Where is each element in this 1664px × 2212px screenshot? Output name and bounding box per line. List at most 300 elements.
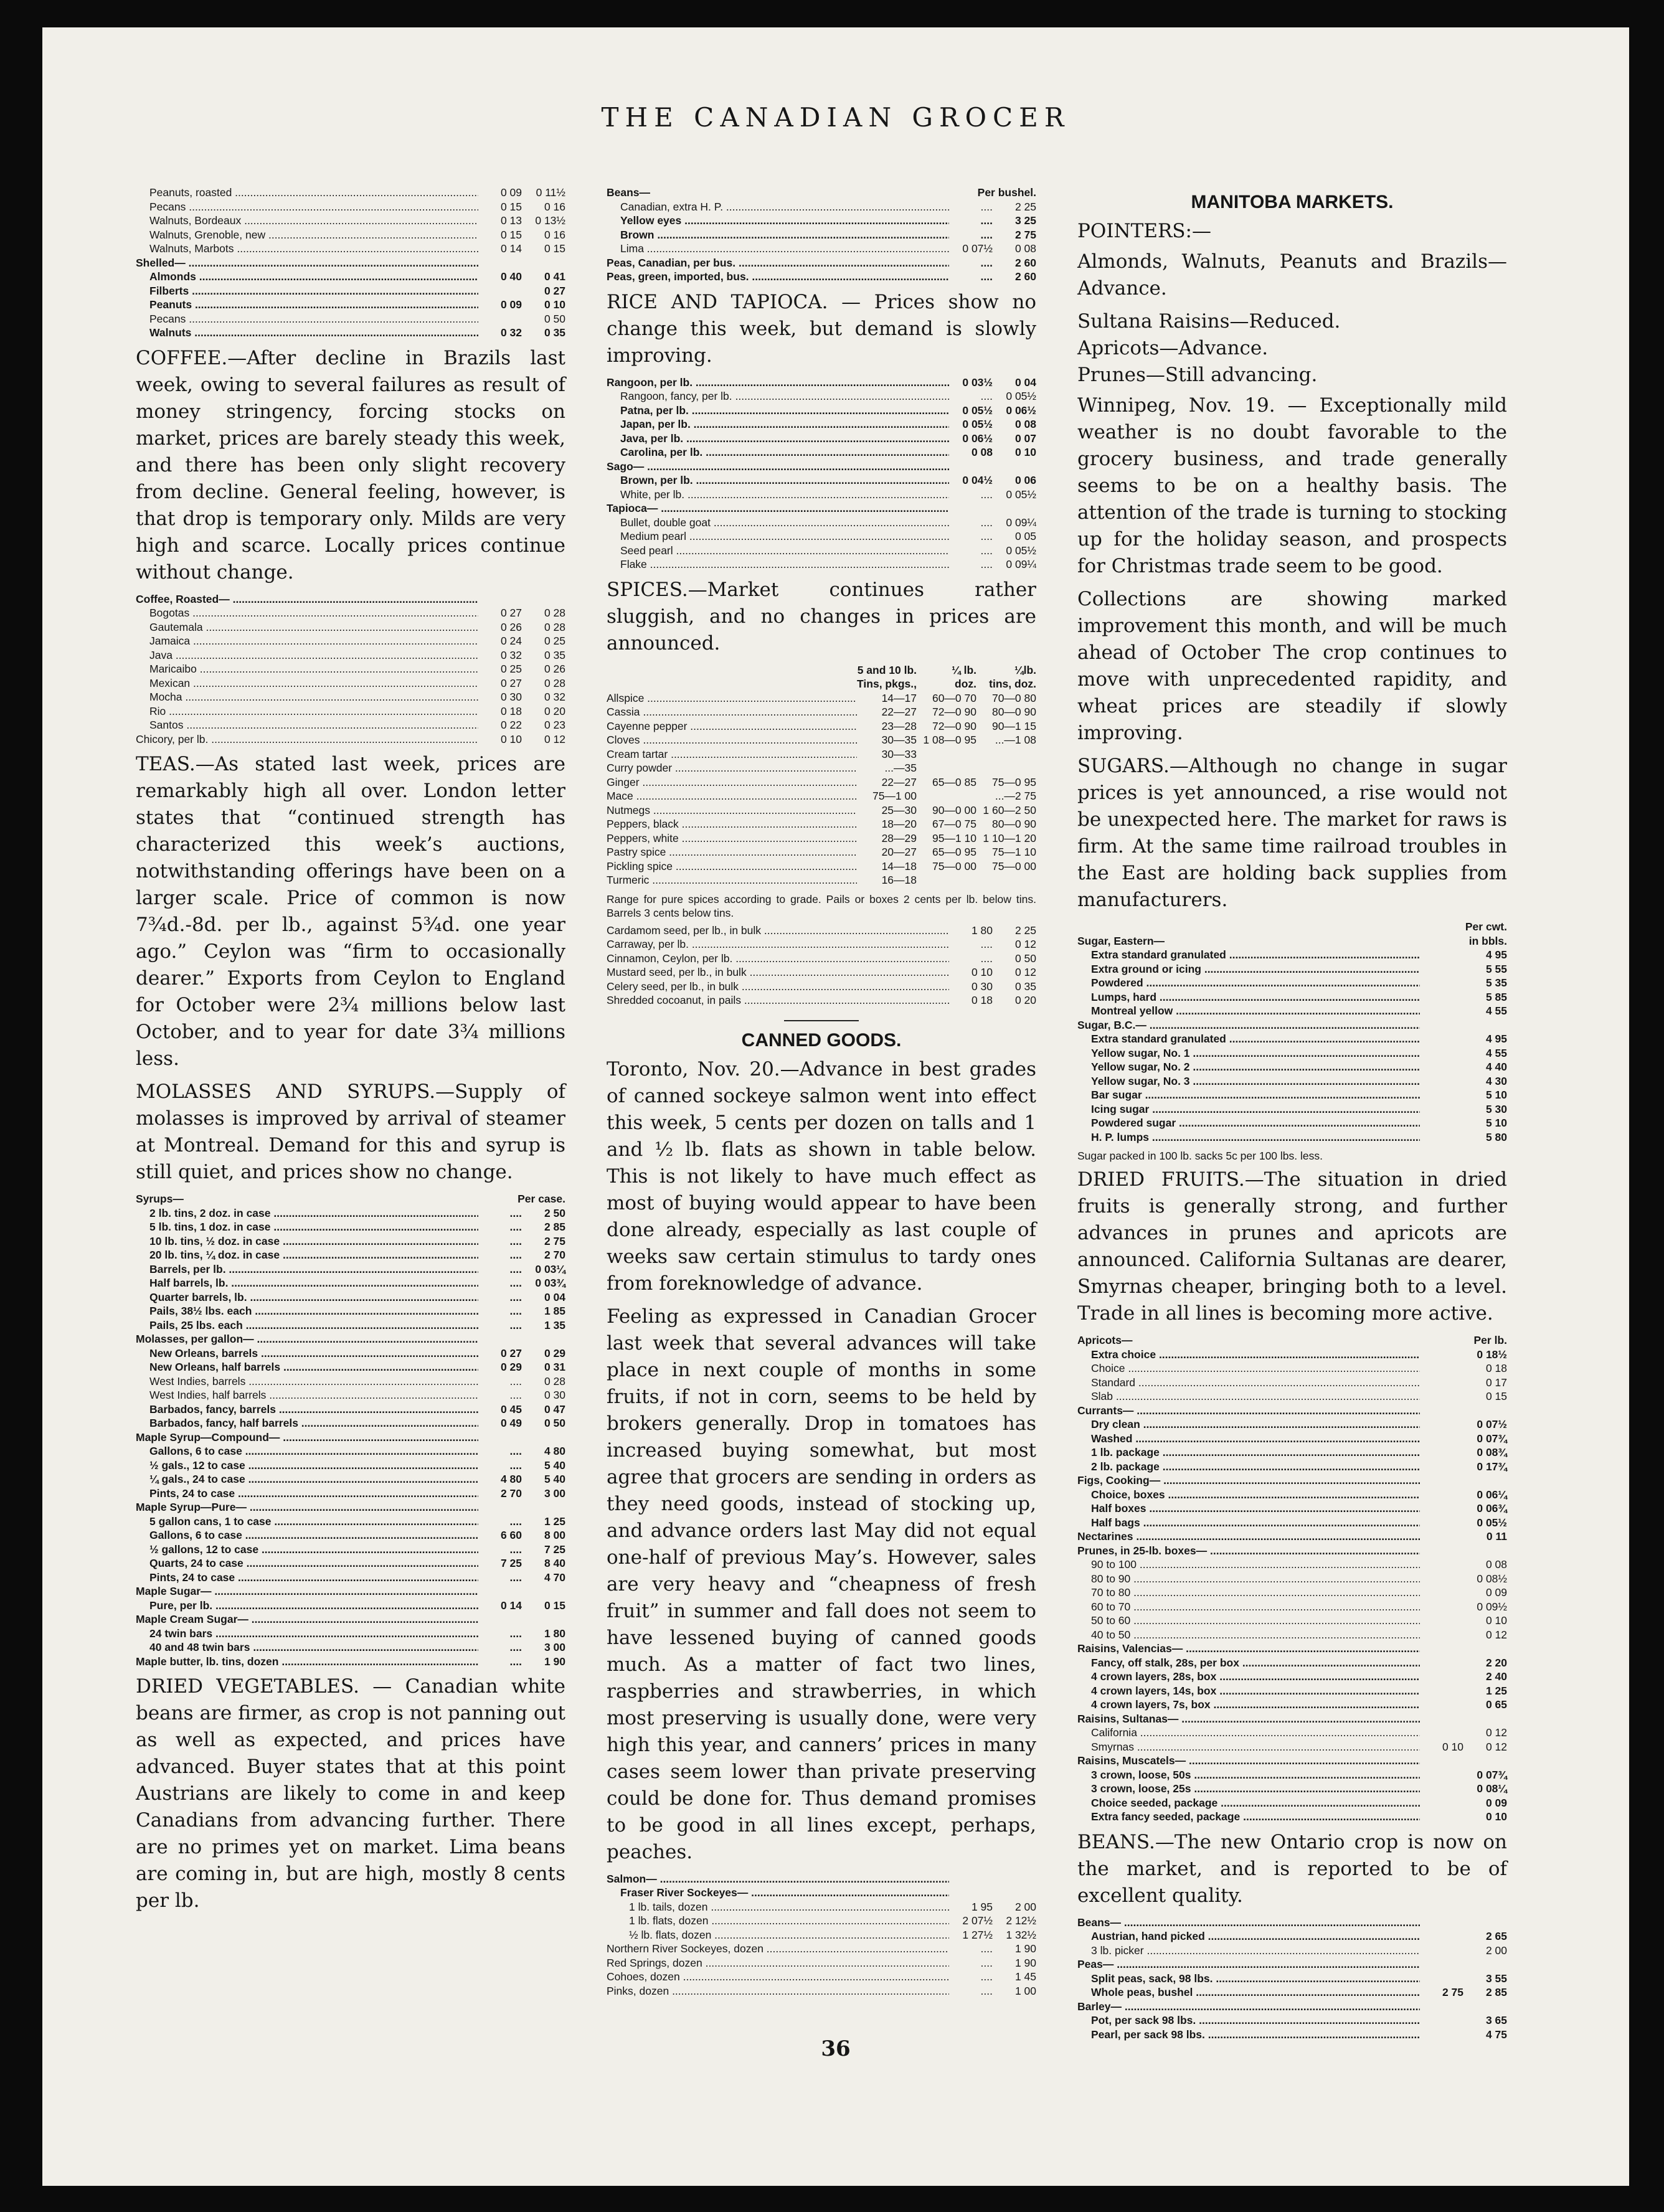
section-heading: CANNED GOODS. [741,1029,902,1051]
item-label: Celery seed, per lb., in bulk ..... [607,980,949,994]
spice-row [607,705,1036,719]
price-row [1077,1796,1507,1810]
price-low: 0 18 [500,704,522,717]
price-row [136,1627,565,1641]
price-row [1077,1102,1507,1117]
price-row [1077,1432,1507,1446]
price-low: .... [509,1277,522,1289]
price-high: 0 06½ [1006,404,1036,417]
price-high: 0 10 [1014,446,1036,458]
page-number: 36 [821,2036,851,2061]
item-label: Dry clean ..... [1077,1417,1420,1432]
price-high: 0 12 [1485,1740,1507,1753]
item-label: H. P. lumps ..... [1077,1130,1420,1145]
section-divider [784,1020,859,1021]
price-row [136,1500,565,1515]
item-label: Pot, per sack 98 lbs. ..... [1077,2013,1420,2028]
price-high: 0 35 [544,326,565,339]
price-row [607,937,1036,952]
price-row [136,1192,565,1206]
item-label: Walnuts, Bordeaux ..... [136,214,478,228]
price-high: 0 30 [544,1389,565,1401]
item-label: Coffee, Roasted— ..... [136,592,478,607]
price-high: 1 90 [544,1655,565,1668]
price-high: 0 07¾ [1477,1768,1507,1781]
price-row [136,1360,565,1374]
price-high: 0 15 [544,242,565,255]
price-low: 0 08 [971,446,993,458]
price-row [1077,1032,1507,1046]
price-row [1077,1782,1507,1796]
price-row [607,501,1036,516]
spice-tin-price: 75—0 00 [991,859,1036,872]
item-label: 20 lb. tins, ¼ doz. in case ..... [136,1248,478,1262]
price-high: 2 00 [1014,1900,1036,1913]
spice-pkg-price: 95—1 10 [932,831,976,844]
price-row [607,544,1036,558]
item-label: Japan, per lb. ..... [607,417,949,432]
price-high: 0 31 [544,1361,565,1373]
price-low: .... [509,1206,522,1219]
item-label: Quarter barrels, lb. ..... [136,1290,478,1305]
item-label: Peas— ..... [1077,1957,1420,1972]
item-label: Canadian, extra H. P. ..... [607,200,949,214]
price-row [1077,1754,1507,1768]
price-row [1077,1972,1507,1986]
price-row [1077,1916,1507,1930]
price-high: 0 06 [1014,474,1036,486]
price-high: 2 75 [1014,228,1036,241]
price-row [1077,1929,1507,1944]
price-row [136,620,565,635]
item-label: Half bags ..... [1077,1516,1420,1530]
price-table [136,1192,565,1668]
spice-row [607,691,1036,706]
item-label: Raisins, Valencias— ..... [1077,1642,1420,1656]
price-row [1077,1985,1507,2000]
price-low: .... [980,390,993,402]
item-label: Yellow sugar, No. 1 ..... [1077,1046,1420,1061]
column-2 [607,183,1036,2003]
spice-table [607,663,1036,887]
price-high: 1 45 [1014,1970,1036,1983]
item-label: Syrups— [136,1193,184,1205]
item-label: 4 crown layers, 7s, box ..... [1077,1698,1420,1712]
price-low: .... [509,1290,522,1303]
price-high: 0 41 [544,270,565,283]
price-high: 0 09½ [1477,1600,1507,1613]
price-row [1077,1060,1507,1074]
spice-row [607,733,1036,747]
section-title: DRIED FRUITS. [1077,1168,1245,1191]
item-label: Barley— ..... [1077,2000,1420,2014]
item-label: Peanuts, roasted ..... [136,186,478,200]
price-row [136,1556,565,1571]
price-row [136,1220,565,1234]
paragraph-text: —As stated last week, prices are remarkably high all over. London letter states that “continued strength has characterized this week’s auctions, notwithstanding offerings have been on a larger scale. Price of common is now 7¾d.-8d. per lb., against 5¾d. one year ago.” Ceylon was “firm to occasionally dearer.” Exports from Ceylon to England for October were 2¾ millions below last October, and to year for date 3¾ millions less. [136,753,565,1070]
price-low: 1 80 [971,924,993,937]
price-row [607,389,1036,404]
spice-tin-price: 1 60—2 50 [983,803,1036,816]
price-high: 1 80 [544,1627,565,1640]
price-high: 2 25 [1014,200,1036,213]
spice-header-row [607,677,1036,691]
price-high: 1 35 [544,1318,565,1331]
spice-tin-price: ...—2 75 [995,790,1036,802]
price-high: 0 65 [1485,1698,1507,1711]
pointer-line: Prunes—Still advancing. [1077,364,1318,386]
item-label: 1 lb. tails, dozen ..... [607,1900,949,1914]
price-low: .... [509,1641,522,1653]
price-high: 5 30 [1485,1102,1507,1115]
price-row [1077,1473,1507,1488]
price-row [607,445,1036,460]
price-high: 0 05½ [1006,390,1036,402]
item-label: Pecans ..... [136,200,478,214]
item-label: Maple Syrup—Pure— ..... [136,1500,478,1515]
price-high: 0 12 [1014,966,1036,978]
item-label: ½ lb. flats, dozen ..... [607,1928,949,1942]
paragraph-text: —Supply of molasses is improved by arrival of steamer at Montreal. Demand for this and syrup is still quiet, and prices show no change. [136,1080,566,1183]
price-low: 7 25 [500,1557,522,1569]
spice-pkg-price: 72—0 90 [932,719,976,732]
spice-name: Peppers, black ..... [607,817,857,831]
price-high: 0 03¼ [535,1262,565,1275]
price-row [1077,1417,1507,1432]
price-high: 0 25 [544,635,565,647]
spice-tin-price: 75—1 10 [991,846,1036,858]
price-row [136,1276,565,1290]
item-label: Mexican ..... [136,676,478,691]
price-high: Per bushel. [977,186,1036,199]
spice-tin-price: 90—1 15 [991,719,1036,732]
item-label: Maple Syrup—Compound— ..... [136,1430,478,1445]
price-low: 0 25 [500,663,522,675]
article-paragraph [1077,1829,1507,1909]
article-paragraph [607,289,1036,369]
item-label: ¼ gals., 24 to case ..... [136,1472,478,1486]
item-label: 2 lb. package ..... [1077,1460,1420,1474]
spice-tin-price: 70—0 80 [991,691,1036,704]
price-row [136,1290,565,1305]
price-low: 0 15 [500,200,522,213]
price-low: 0 09 [500,298,522,311]
article-paragraph [1077,392,1507,580]
price-low: .... [980,530,993,542]
price-low: 0 32 [500,648,522,661]
item-label: 1 lb. flats, dozen ..... [607,1914,949,1928]
price-low: .... [509,1389,522,1401]
price-row [1077,962,1507,976]
price-high: 0 06¼ [1477,1488,1507,1501]
article-paragraph [1077,248,1507,302]
price-row [1077,1460,1507,1474]
price-high: 0 10 [1485,1614,1507,1627]
spice-header-row [607,663,1036,678]
item-label: Peas, Canadian, per bus. ..... [607,256,949,270]
price-high: 3 25 [1014,214,1036,227]
price-row [1077,1074,1507,1089]
price-low: 0 03½ [962,376,993,389]
price-row [607,432,1036,446]
item-label: Bullet, double goat ..... [607,516,949,530]
price-low: 0 27 [500,607,522,619]
spice-bulk-price: 14—17 [881,691,917,704]
item-label: Maple butter, lb. tins, dozen ..... [136,1655,478,1669]
price-high: Per cwt. [1465,920,1507,933]
price-low: 0 10 [500,732,522,745]
newspaper-page [42,27,1629,2186]
price-row [1077,1712,1507,1726]
price-high: 0 35 [1014,980,1036,993]
item-label: 3 crown, loose, 50s ..... [1077,1768,1420,1782]
price-high: 0 35 [544,648,565,661]
spice-name: Pastry spice ..... [607,845,857,859]
price-row [607,557,1036,572]
price-low: .... [509,1543,522,1556]
price-high: 0 03¾ [535,1277,565,1289]
spice-header-3b: tins, doz. [989,678,1036,690]
spice-name: Allspice ..... [607,691,857,706]
item-label: Cohoes, dozen ..... [607,1970,949,1984]
item-label: Medium pearl ..... [607,529,949,544]
item-label: 4 crown layers, 28s, box ..... [1077,1670,1420,1684]
price-low: .... [980,1984,993,1997]
price-row [607,965,1036,980]
price-low: 0 24 [500,635,522,647]
paragraph-text: —The new Ontario crop is now on the market, and is reported to be of excellent quality. [1077,1830,1507,1907]
item-label: 50 to 60 ..... [1077,1614,1420,1628]
item-label: Gallons, 6 to case ..... [136,1444,478,1458]
price-row [136,1571,565,1585]
price-high: 2 75 [544,1234,565,1247]
item-label: Pails, 25 lbs. each ..... [136,1318,478,1333]
paragraph-text: — Canadian white beans are firmer, as crop is not panning out as well as expected, and prices have advanced. Buyer states that at this point Austrians are likely to come in and keep Canadians from advancing further. There are no primes yet on market. Lima beans are coming in, but are high, mostly 8 cents per lb. [136,1675,565,1912]
price-row [607,1872,1036,1886]
price-high: 0 08 [1014,418,1036,430]
price-high: 0 15 [1485,1390,1507,1402]
price-low: .... [980,1956,993,1969]
price-high: 0 18 [1485,1362,1507,1374]
item-label: 2 lb. tins, 2 doz. in case ..... [136,1206,478,1221]
item-label: Jamaica ..... [136,634,478,648]
paragraph-text: —After decline in Brazils last week, owing to several failures as result of money stringency, forcing stocks on market, prices are barely steady this week, and there has been only slight recovery from decline. General feeling, however, is that drop is temporary only. Milds are very high and scarce. Locally prices continue without change. [136,346,565,584]
price-row [1077,1501,1507,1516]
item-label: Choice seeded, package ..... [1077,1796,1420,1810]
price-row [607,1942,1036,1956]
price-high: 0 23 [544,719,565,731]
price-low: .... [509,1221,522,1233]
price-high: 1 25 [544,1515,565,1528]
item-label: Powdered ..... [1077,976,1420,990]
price-high: 0 27 [544,284,565,297]
spice-bulk-price: 75—1 00 [872,790,917,802]
price-low: 6 60 [500,1529,522,1541]
item-label: Gautemala ..... [136,620,478,635]
price-low: 2 70 [500,1486,522,1500]
price-row [1077,920,1507,934]
price-high: 0 28 [544,607,565,619]
item-label: 90 to 100 ..... [1077,1557,1420,1572]
item-label: Sago— ..... [607,460,949,474]
price-row [1077,1361,1507,1376]
price-row [136,214,565,228]
price-high: 1 90 [1014,1956,1036,1969]
price-low: .... [509,1445,522,1457]
price-high: 0 11½ [536,186,565,199]
item-label: 5 lb. tins, 1 doz. in case ..... [136,1220,478,1234]
price-high: 0 20 [544,704,565,717]
price-high: 0 05 [1014,530,1036,542]
price-high: 0 05½ [1006,488,1036,501]
price-high: 2 25 [1014,924,1036,937]
price-table [1077,920,1507,1144]
price-high: 0 50 [1014,952,1036,965]
price-row [1077,1544,1507,1558]
price-row [1077,1957,1507,1972]
price-row [607,1984,1036,1998]
item-label: Pearl, per sack 98 lbs. ..... [1077,2028,1420,2042]
price-row [1077,1529,1507,1544]
item-label: Bar sugar ..... [1077,1088,1420,1102]
spice-row [607,859,1036,874]
item-label: Apricots— [1077,1334,1133,1346]
item-label: 24 twin bars ..... [136,1627,478,1641]
price-high: 2 12½ [1006,1914,1036,1927]
item-label: Extra ground or icing ..... [1077,962,1420,976]
spice-pkg-price: 67—0 75 [932,818,976,830]
item-label: Santos ..... [136,718,478,732]
price-row [607,1956,1036,1970]
price-row [136,1206,565,1221]
item-label: Smyrnas ..... [1077,1740,1420,1754]
price-row [136,242,565,256]
price-low: .... [509,1374,522,1387]
price-low: 0 40 [500,270,522,283]
price-high: 0 50 [544,312,565,325]
price-high: 0 12 [1485,1726,1507,1739]
spice-name: Pickling spice ..... [607,859,857,874]
item-label: Lumps, hard ..... [1077,990,1420,1004]
item-label: Yellow sugar, No. 3 ..... [1077,1074,1420,1089]
price-low: .... [509,1234,522,1247]
item-label: New Orleans, barrels ..... [136,1346,478,1361]
price-low: 0 13 [500,214,522,227]
column-1 [136,183,565,1921]
price-high: 0 09¼ [1006,558,1036,570]
item-label: Shredded cocoanut, in pails ..... [607,993,949,1008]
price-row [136,606,565,620]
price-low: 0 29 [500,1361,522,1373]
price-row [1077,1488,1507,1502]
spice-name: Peppers, white ..... [607,831,857,846]
price-row [607,529,1036,544]
paragraph-text: —The situation in dried fruits is generally strong, and further advances in prunes and apricots are announced. California Sultanas are dearer, Smyrnas cheaper, bringing both to a level. Trade in all lines is becoming more active. [1077,1168,1507,1325]
spice-name: Cayenne pepper ..... [607,719,857,734]
item-label: Gallons, 6 to case ..... [136,1528,478,1543]
item-label: Raisins, Sultanas— ..... [1077,1712,1420,1726]
price-row [607,924,1036,938]
price-low: .... [980,214,993,227]
price-row [607,1886,1036,1900]
page-header: THE CANADIAN GROCER [601,102,1071,133]
item-label: Extra choice ..... [1077,1348,1420,1362]
item-label: Austrian, hand picked ..... [1077,1929,1420,1944]
price-low: .... [980,1970,993,1983]
price-low: 0 09 [500,186,522,199]
price-low: .... [980,256,993,269]
price-high: 3 55 [1485,1972,1507,1985]
item-label: Prunes, in 25-lb. boxes— ..... [1077,1544,1420,1558]
item-label: New Orleans, half barrels ..... [136,1360,478,1374]
item-label: Choice, boxes ..... [1077,1488,1420,1502]
price-low: 0 04½ [962,474,993,486]
item-label: Brown, per lb. ..... [607,473,949,488]
price-high: 4 95 [1485,1033,1507,1045]
article-paragraph [1077,753,1507,914]
price-high: 1 90 [1014,1942,1036,1955]
item-label: Barbados, fancy, barrels ..... [136,1402,478,1417]
section-title: MOLASSES AND SYRUPS. [136,1080,436,1103]
item-label: Lima ..... [607,242,949,256]
pointer-line: POINTERS:— [1077,220,1211,242]
price-high: in bbls. [1468,934,1507,947]
price-high: 1 32½ [1006,1928,1036,1941]
item-label: 5 gallon cans, 1 to case ..... [136,1515,478,1529]
price-high: 0 05½ [1006,544,1036,557]
price-row [136,1458,565,1473]
price-row [607,993,1036,1008]
price-high: 2 20 [1485,1656,1507,1669]
price-row [136,704,565,719]
item-label: Powdered sugar ..... [1077,1116,1420,1130]
item-label: Mocha ..... [136,690,478,704]
price-row [607,242,1036,256]
item-label: Peas, green, imported, bus. ..... [607,270,949,284]
spice-header-1b: Tins, pkgs., [857,678,917,690]
price-row [607,980,1036,994]
item-label: 70 to 80 ..... [1077,1586,1420,1600]
price-high: 0 17¾ [1477,1460,1507,1473]
price-row [1077,1018,1507,1033]
price-row [136,1599,565,1613]
paragraph-text: Toronto, Nov. 20.—Advance in best grades of canned sockeye salmon went into effect this week, 5 cents per dozen on talls and 1 and ½ lb. flats as shown in table below. This is not likely to have much effect as most of buying would appear to have been done already, especially as last couple of weeks saw certain stimulus to tardy ones from foreknowledge of advance. [607,1057,1036,1295]
pointer-line: Sultana Raisins—Reduced. [1077,310,1341,333]
item-label: Split peas, sack, 98 lbs. ..... [1077,1972,1420,1986]
price-high: 0 26 [544,663,565,675]
item-label: Pecans ..... [136,312,478,326]
price-high: 0 16 [544,228,565,241]
price-row [136,1416,565,1430]
item-label: California ..... [1077,1726,1420,1740]
spice-pkg-price: 90—0 00 [932,803,976,816]
price-row [136,1515,565,1529]
price-low: .... [980,558,993,570]
price-row [136,1248,565,1262]
item-label: West Indies, barrels ..... [136,1374,478,1389]
price-high: 0 12 [1014,938,1036,950]
article-paragraph [1077,1166,1507,1327]
price-low: 0 49 [500,1417,522,1429]
price-row [1077,1516,1507,1530]
item-label: Carolina, per lb. ..... [607,445,949,460]
price-row [136,648,565,663]
item-label: Filberts ..... [136,284,478,298]
price-row [136,270,565,284]
price-table [607,376,1036,572]
price-row [607,952,1036,966]
price-row [607,228,1036,242]
